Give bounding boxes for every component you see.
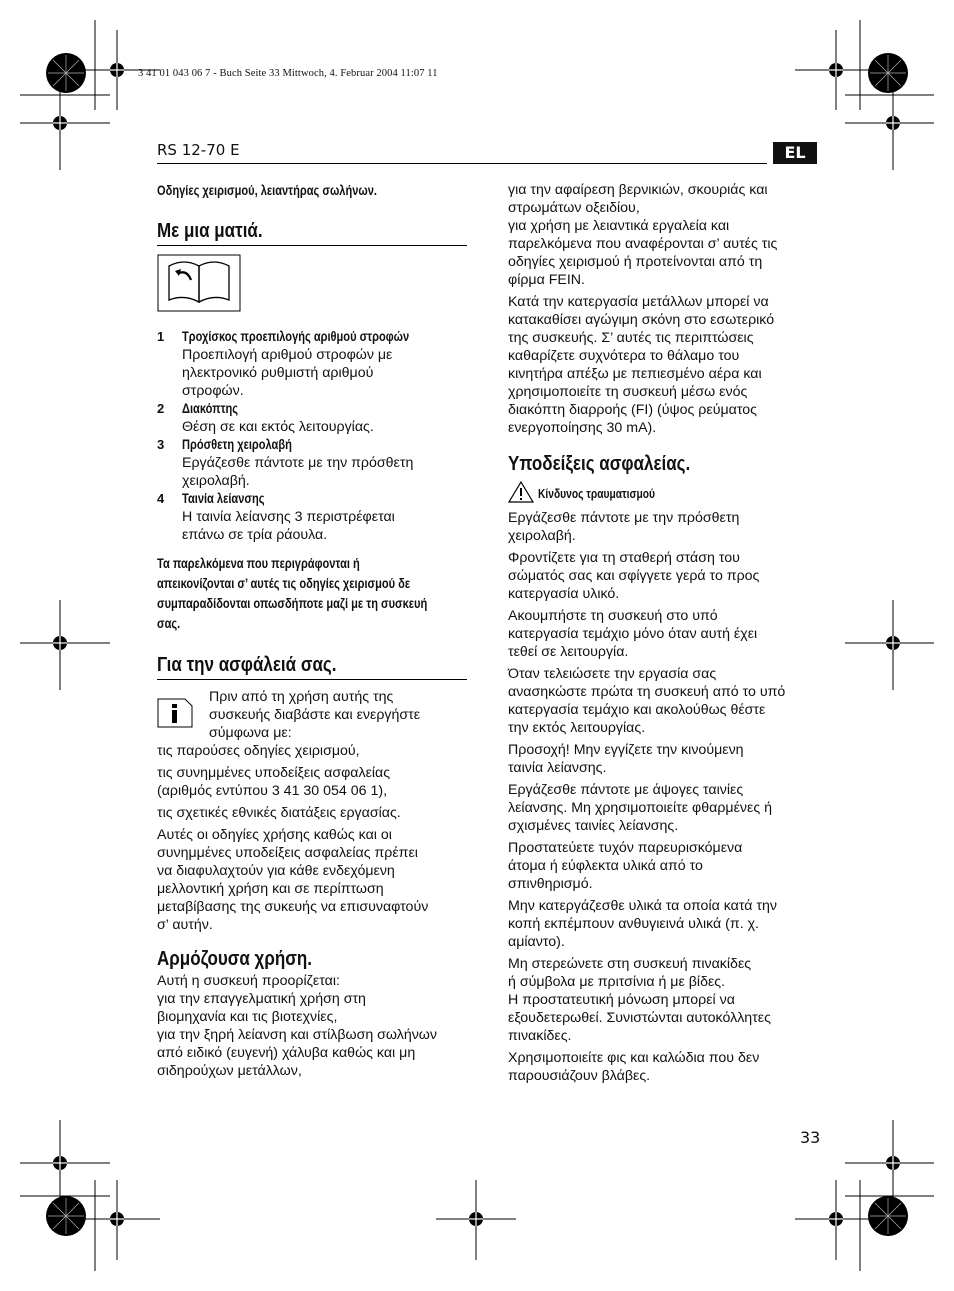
part-desc-line: χειρολαβή. — [182, 473, 250, 489]
warning-icon — [508, 481, 534, 503]
overview-heading: Με μια ματιά. — [157, 220, 263, 242]
part-item — [157, 436, 467, 490]
info-line: συσκευής διαβάστε και ενεργήστε — [209, 707, 421, 723]
part-title: Πρόσθετη χειρολαβή — [182, 437, 292, 452]
safety-para: Μην κατεργάζεσθε υλικά τα οποία κατά την κοπή εκπέμπουν ανθυγιεινά υλικά (π. χ. αμίαντο). — [508, 898, 777, 950]
language-badge: EL — [773, 142, 817, 164]
safety-instructions-heading: Υποδείξεις ασφαλείας. — [508, 453, 691, 475]
info-line: Πριν από τη χρήση αυτής της — [209, 689, 394, 705]
ref-para: τις σχετικές εθνικές διατάξεις εργασίας. — [157, 805, 401, 821]
part-desc-line: στροφών. — [182, 383, 244, 399]
note-line: απεικονίζονται σ’ αυτές τις οδηγίες χειρισμού δε — [157, 576, 411, 591]
part-item — [157, 328, 467, 400]
part-title: Διακόπτης — [182, 401, 239, 416]
safety-para: Φροντίζετε για τη σταθερή στάση του σώματός σας και σφίγγετε γερά το προς κατεργασία υλικό. — [508, 550, 760, 602]
safety-para: Όταν τελειώσετε την εργασία σας ανασηκώστε πρώτα τη συσκευή από το υπό κατεργασία τεμάχιο και ακολούθως θέστε την εκτός λειτουργίας. — [508, 666, 786, 736]
part-title: Ταινία λείανσης — [182, 491, 265, 506]
model-label: RS 12-70 E — [157, 141, 240, 159]
safety-para: Εργάζεσθε πάντοτε με άψογες ταινίες λείανσης. Μη χρησιμοποιείτε φθαρμένες ή σχισμένες ταινίες λείανσης. — [508, 782, 772, 834]
note-line: συμπαραδίδονται οπωσδήποτε μαζί με τη συσκευή — [157, 596, 428, 611]
page-number: 33 — [800, 1128, 821, 1147]
info-block — [157, 688, 467, 742]
part-number: 1 — [157, 329, 165, 344]
safety-heading: Για την ασφάλειά σας. — [157, 654, 337, 676]
danger-label: Κίνδυνος τραυματισμού — [538, 487, 655, 501]
danger-label-row — [508, 481, 818, 503]
open-book-icon — [157, 254, 241, 312]
part-title: Τροχίσκος προεπιλογής αριθμού στροφών — [182, 329, 410, 344]
note-line: σας. — [157, 616, 181, 631]
part-number: 2 — [157, 401, 165, 416]
header-divider — [157, 163, 767, 164]
accessories-note — [157, 554, 467, 634]
ref-para: τις παρούσες οδηγίες χειρισμού, — [157, 743, 360, 759]
info-icon — [157, 698, 193, 728]
right-column — [508, 181, 818, 1089]
part-desc-line: Η ταινία λείανσης 3 περιστρέφεται — [182, 509, 395, 525]
safety-para: Ακουμπήστε τη συσκευή στο υπό κατεργασία τεμάχιο μόνο όταν αυτή έχει τεθεί σε λειτουργία. — [508, 608, 758, 660]
info-line: σύμφωνα με: — [209, 725, 292, 741]
left-column — [157, 182, 467, 1080]
use-cont-para: για την αφαίρεση βερνικιών, σκουριάς και στρωμάτων οξειδίου, για χρήση με λειαντικά εργαλεία και παρελκόμενα που αναφέρονται σ’ αυτές τις οδηγίες χειρισμού ή προτείνονται από τη φίρμα FEIN. — [508, 182, 778, 288]
ref-para: τις συνημμένες υποδείξεις ασφαλείας (αριθμός εντύπου 3 41 30 054 06 1), — [157, 765, 391, 799]
use-cont-para: Κατά την κατεργασία μετάλλων μπορεί να κατακαθίσει αγώγιμη σκόνη στο εσωτερικό της συσκευής. Σ’ αυτές τις περιπτώσεις καθαρίζετε συχνότερα το θάλαμο του κινητήρα απέξω με πεπιεσμένο αέρα και χρησιμοποιείτε τη συσκευή μέσω ενός διακόπτη διαρροής (FI) (ύψος ρεύματος ενεργοποίησης 30 mA). — [508, 294, 775, 436]
part-desc-line: Προεπιλογή αριθμού στροφών με — [182, 347, 393, 363]
intended-use-heading: Αρμόζουσα χρήση. — [157, 948, 312, 970]
safety-para: Προσοχή! Μην εγγίζετε την κινούμενη ταινία λείανσης. — [508, 742, 744, 776]
safety-para: Μη στερεώνετε στη συσκευή πινακίδες ή σύμβολα με πριτσίνια ή με βίδες. Η προστατευτική μόνωση μπορεί να εξουδετερωθεί. Συνιστώνται αυτοκόλλητες πινακίδες. — [508, 956, 771, 1044]
safety-para: Προστατεύετε τυχόν παρευρισκόμενα άτομα ή εύφλεκτα υλικά από το σπινθηρισμό. — [508, 840, 743, 892]
part-desc-line: επάνω σε τρία ράουλα. — [182, 527, 328, 543]
part-number: 3 — [157, 437, 165, 452]
safety-para: Χρησιμοποιείτε φις και καλώδια που δεν παρουσιάζουν βλάβες. — [508, 1050, 760, 1084]
manual-icon-wrap — [157, 254, 467, 312]
part-item — [157, 490, 467, 544]
document-subtitle: Οδηγίες χειρισμού, λειαντήρας σωλήνων. — [157, 183, 377, 198]
ref-para: Αυτές οι οδηγίες χρήσης καθώς και οι συνημμένες υποδείξεις ασφαλείας πρέπει να διαφυλαχτούν για κάθε ενδεχόμενη μελλοντική χρήση και σε περίπτωση μεταβίβασης της συκευής να επισυναφτούν σ’ αυτήν. — [157, 827, 429, 933]
print-info: 3 41 01 043 06 7 - Buch Seite 33 Mittwoch, 4. Februar 2004 11:07 11 — [138, 68, 438, 79]
note-line: Τα παρελκόμενα που περιγράφονται ή — [157, 556, 360, 571]
part-desc-line: Θέση σε και εκτός λειτουργίας. — [182, 419, 374, 435]
part-number: 4 — [157, 491, 165, 506]
section-divider — [157, 679, 467, 680]
part-desc-line: ηλεκτρονικό ρυθμιστή αριθμού — [182, 365, 374, 381]
section-divider — [157, 245, 467, 246]
safety-para: Εργάζεσθε πάντοτε με την πρόσθετη χειρολαβή. — [508, 510, 740, 544]
intended-use-text: Αυτή η συσκευή προορίζεται: για την επαγγελματική χρήση στη βιομηχανία και τις βιοτεχνίες, για την ξηρή λείανση και στίλβωση σωλήνων από ειδικό (ευγενή) χάλυβα καθώς και μη σιδηρούχων μετάλλων, — [157, 973, 437, 1079]
part-desc-line: Εργάζεσθε πάντοτε με την πρόσθετη — [182, 455, 414, 471]
part-item — [157, 400, 467, 436]
